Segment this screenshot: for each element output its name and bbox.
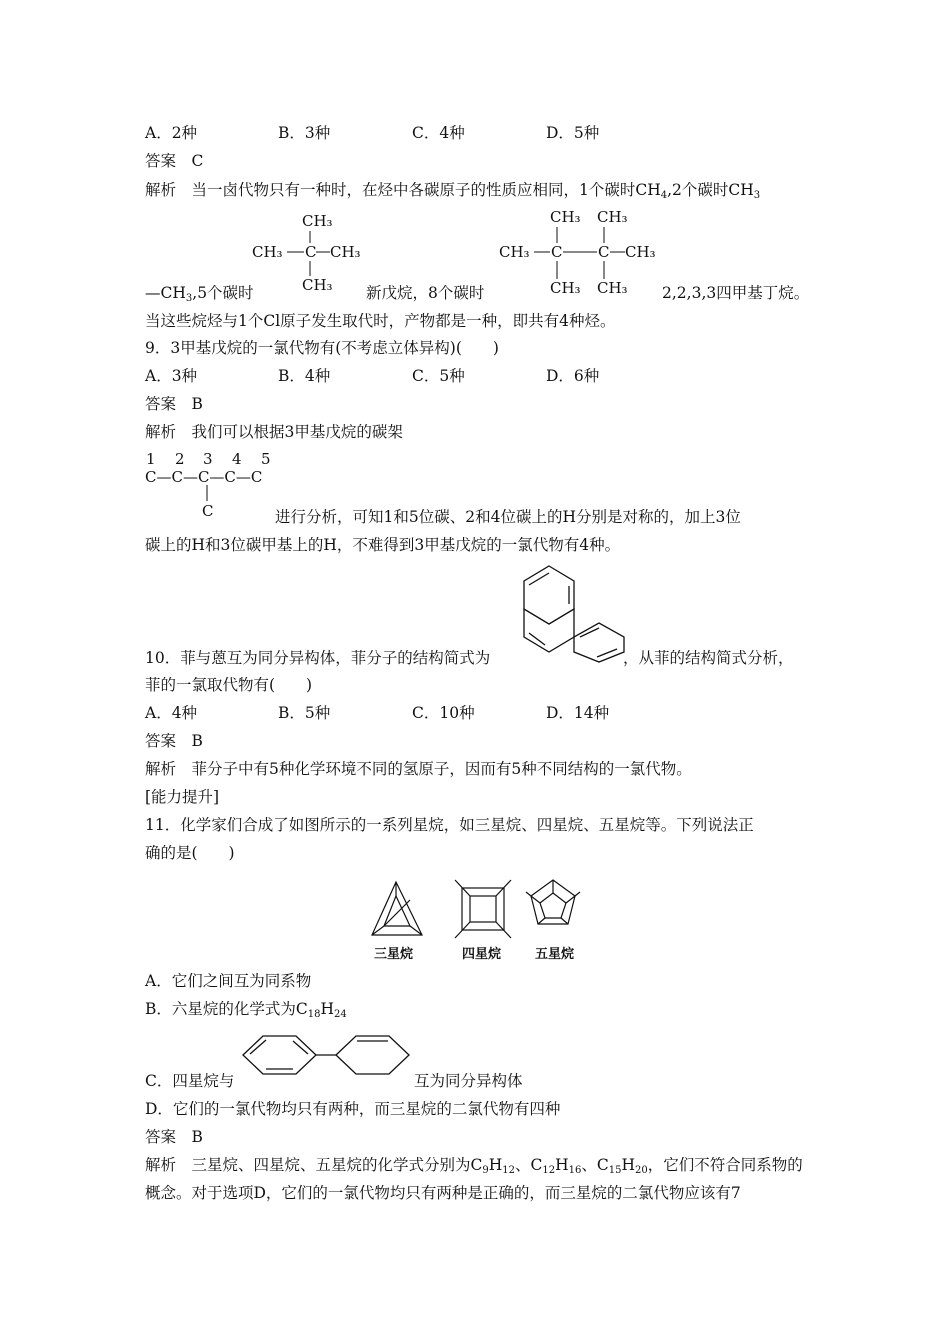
q10-stem-a: 10．菲与蒽互为同分异构体，菲分子的结构简式为 [145, 649, 491, 667]
figure-label-tetra: 四星烷 [462, 947, 502, 962]
q8-explanation-line2c: 2,2,3,3四甲基丁烷。 [662, 284, 810, 302]
q8-explanation-line1: 解析 当一卤代物只有一种时，在烃中各碳原子的性质应相同，1个碳时$CH_4,2$个碳时$CH_3$ [145, 181, 761, 201]
q10-option-d: D．14种 [546, 704, 610, 722]
q8-option-a: A．2种 [145, 124, 198, 142]
q9-option-c: C．5种 [412, 367, 465, 385]
q11-explanation-line1: 解析 三星烷、四星烷、五星烷的化学式分别为$C_9H_{12}$、$C_{12}H_{16}$、$C_{15}H_{20}$，它们不符合同系物的 [145, 1156, 803, 1176]
q8-explanation-line2a: $—CH_3,5$个碳时 [145, 284, 254, 304]
q8-option-b: B．3种 [278, 124, 331, 142]
q11-option-d: D．它们的一氯代物均只有两种，而三星烷的二氯代物有四种 [145, 1100, 561, 1118]
q11-option-a: A．它们之间互为同系物 [145, 972, 312, 990]
q11-explanation-line2: 概念。对于选项D，它们的一氯代物均只有两种是正确的，而三星烷的二氯代物应该有7 [145, 1184, 741, 1202]
q8-answer: 答案 C [145, 152, 204, 170]
q9-explanation-b: 进行分析，可知1和5位碳、2和4位碳上的H分别是对称的，加上3位 [275, 508, 741, 526]
q11-answer: 答案 B [145, 1128, 203, 1146]
q8-explanation-line3: 当这些烷烃与1个Cl原子发生取代时，产物都是一种，即共有4种烃。 [145, 312, 616, 330]
q10-answer: 答案 B [145, 732, 203, 750]
q8-option-c: C．4种 [412, 124, 465, 142]
q9-stem: 9．3甲基戊烷的一氯代物有(不考虑立体异构)( ) [145, 339, 499, 357]
q10-stem-b: ，从菲的结构简式分析， [623, 649, 794, 667]
q10-option-c: C．10种 [412, 704, 475, 722]
q11-stem-a: 11．化学家们合成了如图所示的一系列星烷，如三星烷、四星烷、五星烷等。下列说法正 [145, 816, 754, 834]
q9-option-a: A．3种 [145, 367, 198, 385]
q11-stem-b: 确的是( ) [145, 844, 235, 862]
q11-option-c-a: C．四星烷与 [145, 1072, 235, 1090]
q11-option-b: B．六星烷的化学式为$C_{18}H_{24}$ [145, 1000, 347, 1020]
q8-explanation-line2b: 新戊烷，8个碳时 [366, 284, 485, 302]
q9-option-d: D．6种 [546, 367, 600, 385]
q9-option-b: B．4种 [278, 367, 331, 385]
q8-option-d: D．5种 [546, 124, 600, 142]
q10-explanation: 解析 菲分子中有5种化学环境不同的氢原子，因而有5种不同结构的一氯代物。 [145, 760, 692, 778]
figure-label-tri: 三星烷 [374, 947, 414, 962]
q10-option-a: A．4种 [145, 704, 198, 722]
q10-option-b: B．5种 [278, 704, 331, 722]
q10-stem-c: 菲的一氯取代物有( ) [145, 676, 313, 694]
figure-label-penta: 五星烷 [535, 947, 575, 962]
q9-answer: 答案 B [145, 395, 203, 413]
q9-explanation-c: 碳上的H和3位碳甲基上的H，不难得到3甲基戊烷的一氯代物有4种。 [145, 536, 621, 554]
section-heading: [能力提升] [145, 788, 220, 806]
q11-option-c-b: 互为同分异构体 [414, 1072, 523, 1090]
q9-explanation-a: 解析 我们可以根据3甲基戊烷的碳架 [145, 423, 403, 441]
